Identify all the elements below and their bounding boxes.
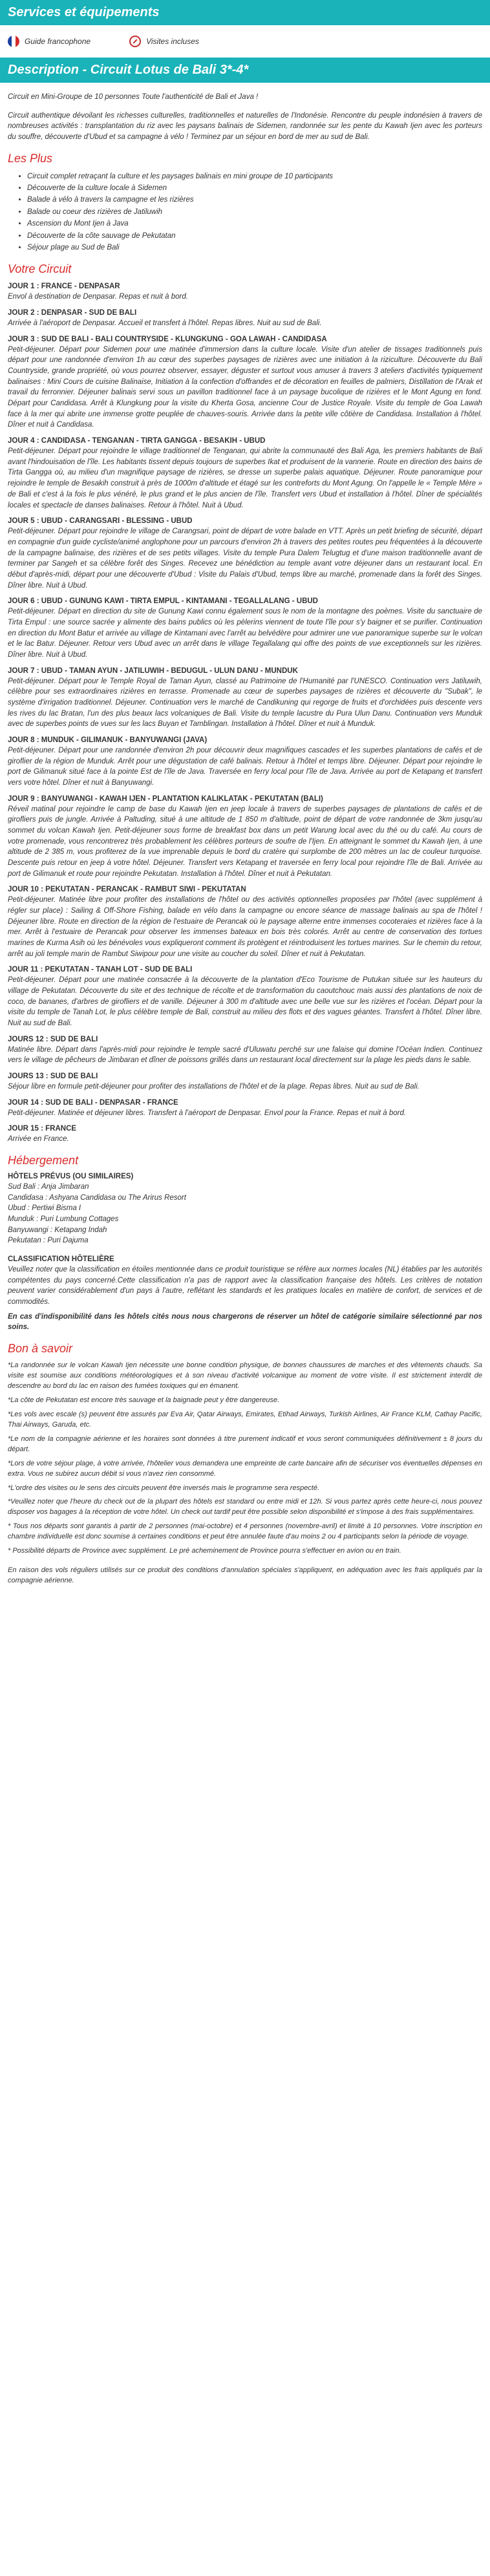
day-title: JOUR 4 : CANDIDASA - TENGANAN - TIRTA GANGGA - BESAKIH - UBUD [8, 437, 266, 445]
day-block [8, 795, 482, 880]
day-text: Petit-déjeuner. Départ pour une randonnée d'environ 2h pour découvrir deux magnifiques cascades et les superbes plantations de cafés et de giroflier de la région de Munduk. Arrêt pour une dégustation de café balinais. Retour à l'hôtel et temps libre. Déjeuner. Départ pour rejoindre le port de Gilimanuk situé face à la pointe Est de l'île de Java. Traversée en ferry local pour l'île de Java. Arrivée au port de Ketapang et transfert vers votre hôtel. Dîner et nuit à Banyuwangi. [8, 746, 482, 787]
day-block [8, 517, 482, 591]
day-title: JOURS 12 : SUD DE BALI [8, 1035, 98, 1043]
hotel-line: Banyuwangi : Ketapang Indah [8, 1226, 107, 1234]
day-text: Petit-déjeuner. Départ en direction du site de Gunung Kawi connu également sous le nom de la montagne des poèmes. Visite du sanctuaire de Tirta Empul : une source sacrée y alimente des bains publics où les pèlerins viennent de toute l'île pour s'y baigner et se purifier. Continuation en direction du Mont Batur et arrivée au village de Kintamani avec l'arrêt au belvédère pour admirer une vue panoramique superbe sur le volcan et le lac Batur. Déjeuner. Retour vers Ubud avec un arrêt dans le village Tegallalang qui offre des points de vue exceptionnels sur les rizières. Dîner libre. Nuit à Ubud. [8, 608, 482, 659]
description-banner: Description - Circuit Lotus de Bali 3*-4* [0, 58, 490, 83]
day-block [8, 886, 482, 959]
day-title: JOUR 6 : UBUD - GUNUNG KAWI - TIRTA EMPUL - KINTAMANI - TEGALLALANG - UBUD [8, 597, 318, 606]
note: *Lors de votre séjour plage, à votre arrivée, l'hôtelier vous demandera une empreinte de carte bancaire afin de sécuriser vos éventuelles dépenses en extra. Vous ne subirez aucun débit si vous n'avez rien consommé. [8, 1459, 482, 1478]
service-guide [8, 36, 91, 47]
description-section [0, 83, 490, 1594]
plus-title: Les Plus [8, 151, 53, 165]
day-block [8, 597, 482, 660]
day-title: JOUR 14 : SUD DE BALI - DENPASAR - FRANCE [8, 1098, 178, 1107]
note: * Tous nos départs sont garantis à partir de 2 personnes (mai-octobre) et 4 personnes (novembre-avril) et limité à 10 personnes. Votre inscription en chambre individuelle est donc soumise à certaines conditions et peut être annulée faute d'au moins 2 ou 4 participants selon la période de voyage. [8, 1522, 482, 1541]
services-banner: Services et équipements [0, 0, 490, 25]
day-block [8, 335, 482, 431]
day-title: JOUR 2 : DENPASAR - SUD DE BALI [8, 309, 137, 317]
hebergement-title: Hébergement [8, 1154, 79, 1167]
day-block [8, 667, 482, 730]
note: *L'ordre des visites ou le sens des circuits peuvent être inversés mais le programme sera respecté. [8, 1484, 320, 1492]
day-block [8, 1099, 482, 1119]
day-title: JOUR 7 : UBUD - TAMAN AYUN - JATILUWIH - BEDUGUL - ULUN DANU - MUNDUK [8, 666, 298, 675]
plus-item: • Balade à vélo à travers la campagne et les rizières [27, 194, 482, 206]
day-title: JOUR 1 : FRANCE - DENPASAR [8, 282, 120, 291]
day-block [8, 309, 482, 329]
service-visits [129, 36, 199, 47]
day-text: Petit-déjeuner. Départ pour rejoindre le village de Carangsari, point de départ de votre balade en VTT. Après un petit briefing de sécurité, départ en compagnie d'un guide cycliste/animé anglophone pour un parcours d'environ 2h à travers des petites routes peu fréquentées à la découverte de la campagne balinaise, des rizières et de ses petits villages. Visite du temple Pura Dalem Telugtug et d'une maison traditionnelle avant de terminer par Sangeh et sa célèbre forêt des Singes. Recevez une bénédiction au temple avant votre déjeuner dans un restaurant local. En début d'après-midi, départ pour une découverte d'Ubud : Visite du Palais d'Ubud, temps libre au marché, promenade dans la forêt des Singes. Dîner libre. Nuit à Ubud. [8, 527, 482, 590]
plus-item: • Balade ou coeur des rizières de Jatiluwih [27, 206, 482, 218]
note: * Possibilité départs de Province avec supplément. Le pré acheminement de Province pourra s'effectuer en avion ou en train. [8, 1547, 401, 1555]
note: *Le nom de la compagnie aérienne et les horaires sont données à titre purement indicatif et vous seront communiquées définitivement ± 8 jours du départ. [8, 1434, 482, 1453]
day-title: JOUR 11 : PEKUTATAN - TANAH LOT - SUD DE BALI [8, 966, 193, 974]
note: *La randonnée sur le volcan Kawah Ijen nécessite une bonne condition physique, de bonnes chaussures de marches et des vêtements chauds. Sa visite est soumise aux conditions météorologiques et à son niveau d'activité volcanique au moment de votre visite. Il est strictement interdit de descendre au bord du lac en raison des fumées toxiques qui en émanent. [8, 1361, 482, 1390]
classification-title: CLASSIFICATION HÔTELIÈRE [8, 1255, 114, 1264]
day-title: JOUR 8 : MUNDUK - GILIMANUK - BANYUWANGI (JAVA) [8, 736, 208, 744]
plus-item: • Circuit complet retraçant la culture et les paysages balinais en mini groupe de 10 participants [27, 171, 482, 182]
day-text: Petit-déjeuner. Départ pour Sidemen pour une matinée d'immersion dans la culture locale. Visite d'un atelier de tissages traditionnels puis départ pour une randonnée d'environ 1h au cœur des superbes paysages de rizières avec une initiation à la riziculture. Découverte du Bali Countryside, grande propriété, où vous pourrez observer, essayer, déguster et surtout vous amuser à travers 3 ateliers d'activités typiquement balinaises : Mini Cours de cuisine Balinaise, Initiation à la confection d'offrandes et de décoration en feuilles de palmiers, Distillation de l'Arak et travail du ferronnier. Déjeuner balinais servi sous un pavillon traditionnel face à un paysage bucolique de rizières et le Mont Agung en fond. Départ pour Candidasa. Arrêt à Klungkung pour la visite du Kherta Gosa, ancienne Cour de Justice Royale. Visite du temple de Goa Lawah face à la mer qui abrite une immense grotte peuplée de chauves-souris. Arrivée dans la petite ville côtière de Candidasa. Installation à l'hôtel. Dîner et nuit à Candidasa. [8, 345, 482, 429]
day-block [8, 966, 482, 1028]
day-text: Petit-déjeuner. Départ pour rejoindre le village traditionnel de Tenganan, qui abrite la communauté des Bali Aga, les premiers habitants de Bali avant l'hindouisation de l'île. Les habitants tissent depuis toujours de superbes Ikat et produisent de la vannerie. Route en direction des bains de Tirta Gangga où, au milieu d'un magnifique paysage de rizières, se dresse un superbe palais aquatique. Déjeuner. Route panoramique pour rejoindre le temple de Besakih construit à près de 1000m d'altitude et étagé sur les contreforts du Mont Agung. On l'appelle le « Temple Mère » de Bali et c'est à la fois le plus vénéré, le plus grand et le plus ancien de l'île. Transfert vers Ubud et installation à l'hôtel. Dîner de spécialités locales et spectacle de danses balinaises. Retour à l'hôtel. Nuit à Ubud. [8, 447, 482, 509]
plus-item: • Découverte de la côte sauvage de Pekutatan [27, 230, 482, 242]
bon-title: Bon à savoir [8, 1342, 73, 1356]
hotel-line: Candidasa : Ashyana Candidasa ou The Arirus Resort [8, 1193, 186, 1202]
note: *La côte de Pekutatan est encore très sauvage et la baignade peut y être dangereuse. [8, 1396, 280, 1404]
day-text: Petit-déjeuner. Matinée et déjeuner libres. Transfert à l'aéroport de Denpasar. Envol pour la France. Repas et nuit à bord. [8, 1109, 407, 1117]
day-text: Séjour libre en formule petit-déjeuner pour profiter des installations de l'hôtel et de la plage. Repas libres. Nuit au sud de Bali. [8, 1083, 420, 1091]
day-text: Petit-déjeuner. Matinée libre pour profiter des installations de l'hôtel ou des activités optionnelles proposées par l'hôtel (avec supplément à régler sur place) : Sailing & Off-Shore Fishing, balade en vélo dans la campagne ou encore séance de massage balinais au spa de l'hôtel ! Déjeuner libre. Route en direction de la région de l'estuaire de Perancak où le paysage alterne entre immenses cocoteraies et rizières face à la mer. Arrêt à l'estuaire de Perancak pour observer les immenses bateaux en bois très colorés. Arrêt au centre de conservation des tortues marines de Kurma Asih où les bénévoles vous expliqueront comment ils protègent et réintroduisent les tortues marines. Sur le chemin du retour, arrêt au joli temple marin de Rambut Siwipour pour une visite au coucher du soleil. Dîner et nuit à Pekutatan. [8, 896, 482, 958]
day-title: JOUR 5 : UBUD - CARANGSARI - BLESSING - UBUD [8, 517, 193, 526]
hotels-subtitle: HÔTELS PRÉVUS (OU SIMILAIRES) [8, 1173, 134, 1181]
visits-icon [129, 36, 141, 47]
day-text: Petit-déjeuner. Départ pour le Temple Royal de Taman Ayun, classé au Patrimoine de l'Humanité par l'UNESCO. Continuation vers Jatiluwih, célèbre pour ses extraordinaires rizières en terrasse. Promenade au cœur de superbes paysages de rizières et découverte du "Subak", le système d'irrigation traditionnel. Déjeuner. Continuation vers le marché de Candikuning qui regorge de fruits et d'orchidées puis descente vers les rives du lac Bratan, l'un des plus beaux lacs volcaniques de Bali. Visite du temple lacustre du Pura Ulun Danu. Continuation vers Munduk avec de superbes points de vues sur les lacs Buyan et Tamblingan. Installation à l'hôtel. Dîner et nuit à Munduk. [8, 677, 482, 729]
hotel-line: Ubud : Pertiwi Bisma I [8, 1204, 81, 1213]
day-title: JOURS 13 : SUD DE BALI [8, 1072, 98, 1081]
description-intro: Circuit en Mini-Groupe de 10 personnes Toute l'authenticité de Bali et Java ! [8, 93, 259, 101]
plus-list [8, 171, 482, 254]
hotel-line: Pekutatan : Puri Dajuma [8, 1237, 89, 1245]
day-title: JOUR 9 : BANYUWANGI - KAWAH IJEN - PLANTATION KALIKLATAK - PEKUTATAN (BALI) [8, 794, 323, 803]
note: En raison des vols réguliers utilisés sur ce produit des conditions d'annulation spéciales s'appliquent, en adéquation avec les frais appliqués par la compagnie aérienne. [8, 1566, 482, 1585]
day-block [8, 1125, 482, 1145]
day-block [8, 437, 482, 511]
day-title: JOUR 3 : SUD DE BALI - BALI COUNTRYSIDE - KLUNGKUNG - GOA LAWAH - CANDIDASA [8, 335, 327, 343]
services-list [0, 25, 490, 58]
day-title: JOUR 10 : PEKUTATAN - PERANCAK - RAMBUT SIWI - PEKUTATAN [8, 886, 246, 894]
plus-item: • Ascension du Mont Ijen à Java [27, 218, 482, 229]
plus-item: • Séjour plage au Sud de Bali [27, 242, 482, 253]
service-visits-label: Visites incluses [146, 37, 199, 46]
description-para: Circuit authentique dévoilant les richesses culturelles, traditionnelles et naturelles de l'Indonésie. Rencontre du peuple indonésien à travers de nombreuses activités : transplantation du riz avec les paysans balinais de Sidemen, randonnée sur les pente du Kawah Ijen avec les porteurs du souffre, découverte d'Ubud et sa campagne à vélo ! Terminez par un séjour en bord de mer au sud de Bali. [8, 111, 482, 142]
day-text: Arrivée en France. [8, 1135, 69, 1144]
service-guide-label: Guide francophone [25, 37, 91, 46]
plus-item: • Découverte de la culture locale à Sidemen [27, 182, 482, 194]
french-flag-icon [8, 36, 19, 47]
note: *Les vols avec escale (s) peuvent être assurés par Eva Air, Qatar Airways, Emirates, Etihad Airways, Turkish Airlines, Air France KLM, Cathay Pacific, Thai Airways, Garuda, etc. [8, 1410, 482, 1429]
day-text: Petit-déjeuner. Départ pour une matinée consacrée à la découverte de la plantation d'Eco Tourisme de Putukan située sur les hauteurs du village de Pekutatan. Découverte du site et des technique de récolte et de transformation du caoutchouc mais aussi des plantations de noix de coco, de bananes, d'arbres de girofliers et de vanille. Déjeuner à 300 m d'altitude avec une belle vue sur les rizières et l'océan. Départ pour la visite du temple de Tanah Lot, le plus célèbre temple de Bali, construit au milieu des flots et des vagues géantes. Transfert à l'hôtel. Dîner libre. Nuit au sud de Bali. [8, 976, 482, 1028]
day-block [8, 282, 482, 303]
day-text: Matinée libre. Départ dans l'après-midi pour rejoindre le temple sacré d'Uluwatu perché sur une falaise qui domine l'Océan Indien. Continuez vers le village de pêcheurs de Jimbaran et dîner de poissons grillés dans un restaurant local directement sur la plage les pieds dans le sable. [8, 1045, 482, 1065]
day-text: Réveil matinal pour rejoindre le camp de base du Kawah Ijen en jeep locale à travers de superbes paysages de plantations de cafés et de girofliers puis de jungle. Arrivée à Paltuding, situé à une altitude de 1 850 m d'altitude, point de départ de votre randonnée de 3km jusqu'au sommet du volcan Kawah Ijen. Petit-déjeuner sous forme de breakfast box dans un petit Warung local avec du thé ou du café. Au cours de votre promenade, vous rencontrerez très probablement les célèbres porteurs de soufre de l'Ijen. En atteignant le sommet du Kawah Ijen, à une altitude de 2 385 m, vous profiterez de la vue imprenable depuis le bord du cratère qui surplombe de 200 mètres un lac de couleur turquoise. Descente puis retour en jeep à votre hôtel. Déjeuner. Transfert vers Ketapang et traversée en ferry local pour rejoindre l'île de Bali. Arrivée au port de Gilimanuk et route pour rejoindre Pekutatan. Installation à l'hôtel. Dîner et nuit à Pekutatan. [8, 805, 482, 878]
classification-text: Veuillez noter que la classification en étoiles mentionnée dans ce produit touristique se réfère aux normes locales (NL) établies par les autorités compétentes du pays concerné.Cette classification n'a pas de rapport avec la classification française des hôtels. Les critères de notation peuvent varier considérablement d'un pays à l'autre, reflétant les standards et les pratiques locales en matière de confort, de services et de commodités. [8, 1266, 482, 1306]
day-title: JOUR 15 : FRANCE [8, 1125, 77, 1133]
day-block [8, 1036, 482, 1066]
hotel-line: Sud Bali : Anja Jimbaran [8, 1183, 89, 1191]
circuit-days [8, 282, 482, 1145]
classification-bold: En cas d'indisponibilité dans les hôtels cités nous nous chargerons de réserver un hôtel de catégorie similaire sélectionné par nos soins. [8, 1312, 482, 1332]
day-text: Envol à destination de Denpasar. Repas et nuit à bord. [8, 293, 188, 301]
hotel-line: Munduk : Puri Lumbung Cottages [8, 1215, 119, 1224]
day-block [8, 1072, 482, 1092]
day-block [8, 736, 482, 789]
day-text: Arrivée à l'aéroport de Denpasar. Accueil et transfert à l'hôtel. Repas libres. Nuit au sud de Bali. [8, 319, 322, 328]
circuit-title: Votre Circuit [8, 262, 72, 276]
note: *Veuillez noter que l'heure du check out de la plupart des hôtels est standard ou entre midi et 12h. Si vous partez après cette heure-ci, nous pouvez disposer vos bagages à la réception de votre hôtel. Un check out tardif peut être possible selon disponibilité et s'impose à des frais supplémentaires. [8, 1498, 482, 1517]
